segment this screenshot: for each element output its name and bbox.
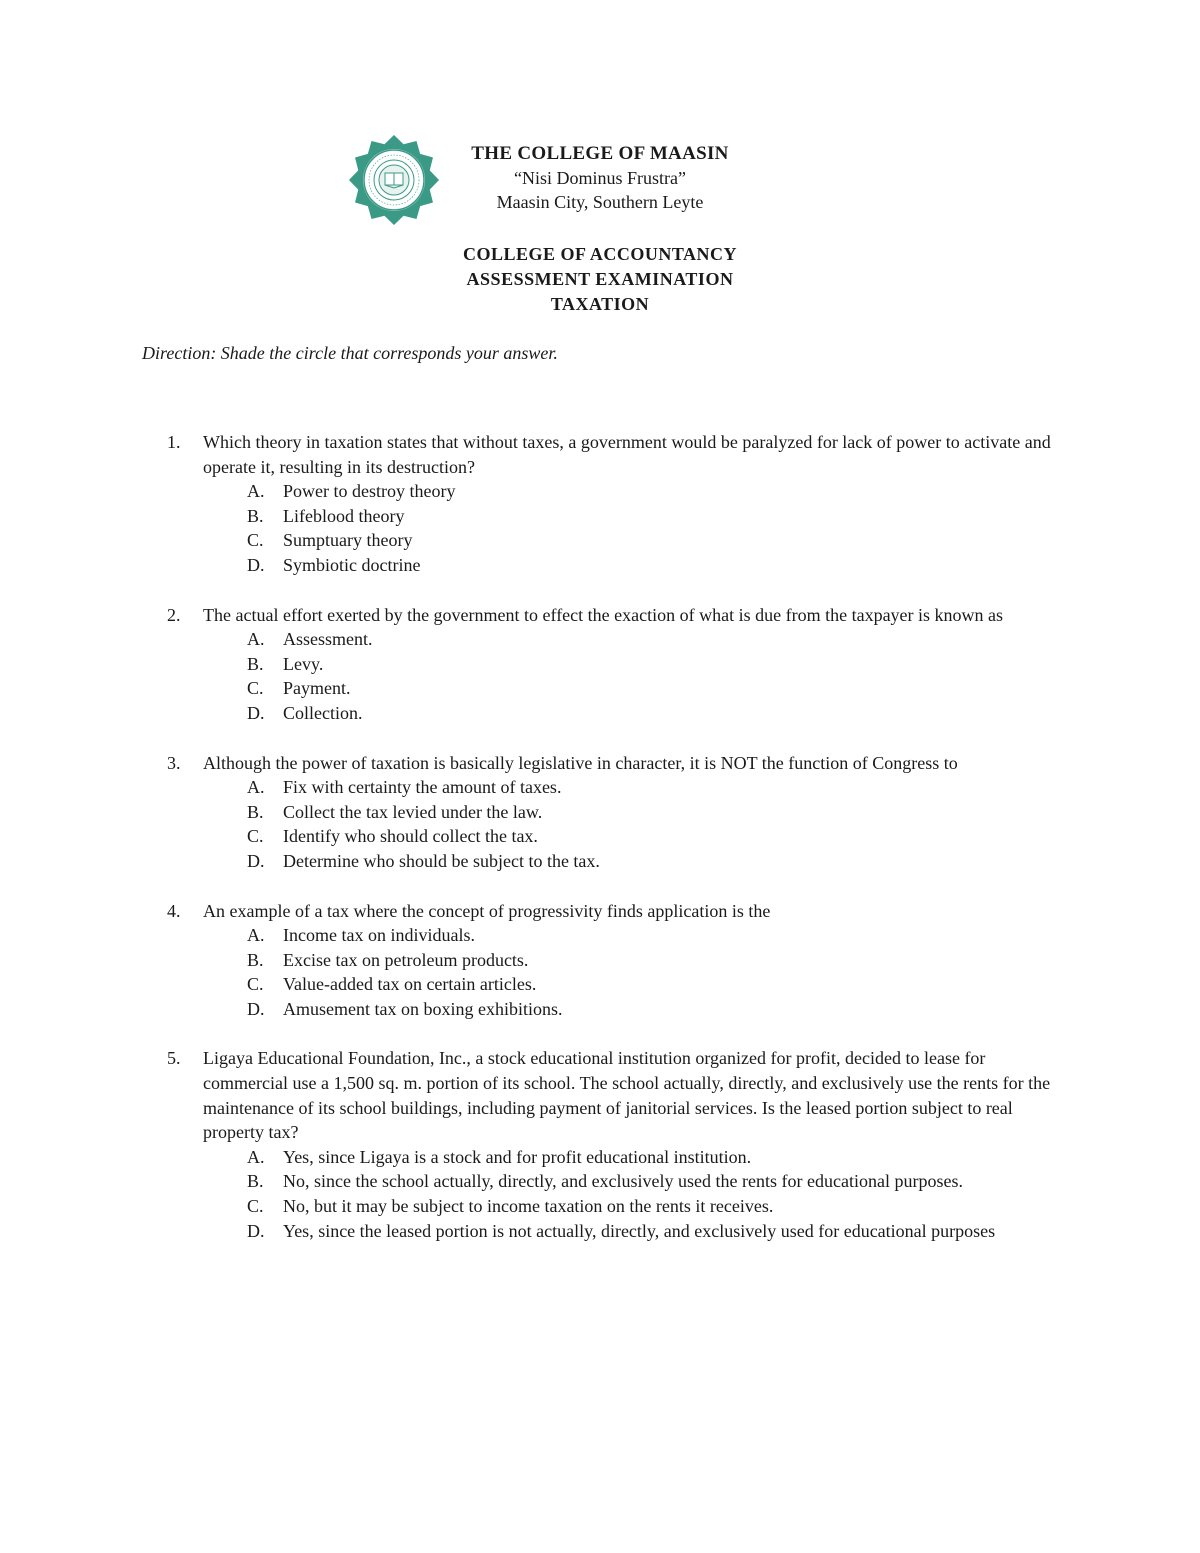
choice-item[interactable] — [0, 948, 1200, 973]
choice-item[interactable] — [0, 528, 1200, 553]
question-list — [0, 430, 1200, 1268]
choice-item[interactable] — [0, 1194, 1200, 1219]
choice-letter: B. — [247, 1171, 264, 1192]
choice-list — [0, 923, 1200, 1021]
choice-list — [0, 479, 1200, 577]
choice-letter: C. — [247, 678, 264, 699]
school-header — [0, 142, 1200, 214]
choice-letter: A. — [247, 629, 265, 650]
choice-item[interactable] — [0, 1219, 1200, 1244]
choice-letter: A. — [247, 777, 265, 798]
choice-letter: B. — [247, 505, 264, 526]
choice-letter: D. — [247, 1220, 265, 1241]
choice-list — [0, 775, 1200, 873]
choice-letter: D. — [247, 998, 265, 1019]
choice-item[interactable] — [0, 1145, 1200, 1170]
choice-text: Lifeblood theory — [283, 505, 405, 526]
question-item — [0, 751, 1200, 874]
choice-letter: A. — [247, 481, 265, 502]
choice-text: No, but it may be subject to income taxation on the rents it receives. — [283, 1196, 774, 1217]
choice-text: Sumptuary theory — [283, 530, 413, 551]
choice-list — [0, 627, 1200, 725]
exam-title: ASSESSMENT EXAMINATION — [466, 269, 734, 289]
question-number: 2. — [167, 604, 181, 625]
choice-item[interactable] — [0, 775, 1200, 800]
choice-text: Amusement tax on boxing exhibitions. — [283, 998, 563, 1019]
choice-item[interactable] — [0, 701, 1200, 726]
question-text: The actual effort exerted by the government to effect the exaction of what is due from the taxpayer is known as — [203, 604, 1004, 625]
choice-item[interactable] — [0, 997, 1200, 1022]
question-number: 1. — [167, 432, 181, 452]
choice-text: Power to destroy theory — [283, 481, 456, 502]
choice-text: Determine who should be subject to the tax. — [283, 850, 600, 871]
question-text: Ligaya Educational Foundation, Inc., a stock educational institution organized for profit, decided to lease for commercial use a 1,500 sq. m. portion of its school. The school actually, directly, and exclusively use the rents for the maintenance of its school buildings, including payment of janitorial services. Is the leased portion subject to real property tax? — [203, 1048, 1051, 1143]
choice-text: Assessment. — [283, 629, 373, 650]
choice-item[interactable] — [0, 849, 1200, 874]
subject-title: TAXATION — [550, 294, 650, 314]
choice-text: Collect the tax levied under the law. — [283, 801, 543, 822]
choice-text: Yes, since the leased portion is not actually, directly, and exclusively used for educational purposes — [283, 1220, 996, 1241]
choice-text: Excise tax on petroleum products. — [283, 949, 529, 970]
choice-item[interactable] — [0, 652, 1200, 677]
choice-item[interactable] — [0, 479, 1200, 504]
choice-letter: C. — [247, 826, 264, 847]
choice-item[interactable] — [0, 504, 1200, 529]
question-item — [0, 1046, 1200, 1243]
choice-text: Yes, since Ligaya is a stock and for profit educational institution. — [283, 1146, 752, 1167]
choice-text: Payment. — [283, 678, 351, 699]
question-number: 5. — [167, 1048, 181, 1069]
question-item — [0, 899, 1200, 1022]
question-item — [0, 430, 1200, 578]
choice-letter: C. — [247, 1196, 264, 1217]
choice-item[interactable] — [0, 972, 1200, 997]
choice-item[interactable] — [0, 627, 1200, 652]
question-number: 4. — [167, 900, 181, 921]
choice-letter: B. — [247, 653, 264, 674]
choice-letter: C. — [247, 974, 264, 995]
choice-letter: C. — [247, 530, 264, 551]
choice-item[interactable] — [0, 553, 1200, 578]
choice-letter: D. — [247, 850, 265, 871]
question-item — [0, 603, 1200, 726]
choice-text: Levy. — [283, 653, 324, 674]
choice-text: No, since the school actually, directly, and exclusively used the rents for educational purposes. — [283, 1171, 963, 1192]
school-motto: “Nisi Dominus Frustra” — [514, 168, 686, 188]
choice-item[interactable] — [0, 824, 1200, 849]
choice-item[interactable] — [0, 800, 1200, 825]
choice-letter: A. — [247, 1146, 265, 1167]
choice-letter: B. — [247, 949, 264, 970]
choice-text: Income tax on individuals. — [283, 925, 475, 946]
choice-text: Identify who should collect the tax. — [283, 826, 538, 847]
choice-item[interactable] — [0, 1169, 1200, 1194]
choice-text: Value-added tax on certain articles. — [283, 974, 537, 995]
choice-list — [0, 1145, 1200, 1243]
question-number: 3. — [167, 752, 181, 773]
choice-text: Fix with certainty the amount of taxes. — [283, 777, 562, 798]
choice-letter: D. — [247, 554, 265, 575]
choice-item[interactable] — [0, 676, 1200, 701]
exam-direction: Direction: Shade the circle that corresponds your answer. — [142, 343, 558, 363]
school-address: Maasin City, Southern Leyte — [496, 192, 704, 212]
exam-titles — [0, 242, 1200, 317]
question-text: Although the power of taxation is basically legislative in character, it is NOT the function of Congress to — [203, 752, 958, 773]
school-name: THE COLLEGE OF MAASIN — [471, 143, 729, 164]
choice-letter: B. — [247, 801, 264, 822]
choice-text: Collection. — [283, 702, 363, 723]
question-text: An example of a tax where the concept of progressivity finds application is the — [203, 900, 771, 921]
choice-letter: D. — [247, 702, 265, 723]
choice-letter: A. — [247, 925, 265, 946]
question-text: Which theory in taxation states that without taxes, a government would be paralyzed for lack of power to activate and operate it, resulting in its destruction? — [203, 432, 1051, 477]
choice-text: Symbiotic doctrine — [283, 554, 421, 575]
choice-item[interactable] — [0, 923, 1200, 948]
department-title: COLLEGE OF ACCOUNTANCY — [462, 244, 738, 264]
